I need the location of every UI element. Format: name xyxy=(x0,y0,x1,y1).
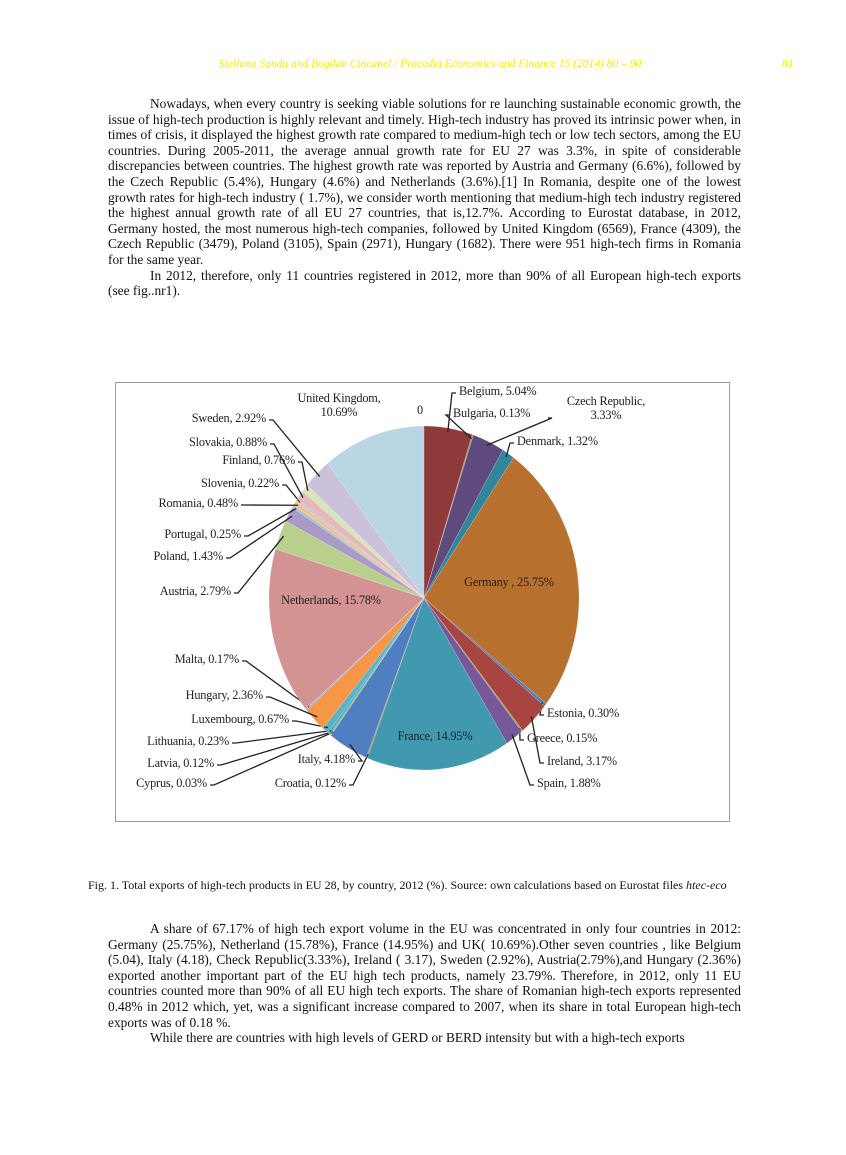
paragraph: In 2012, therefore, only 11 countries registered in 2012, more than 90% of all European high-tech exports (see fig..nr1). xyxy=(108,267,741,299)
data-label-finland: Finland, 0.76% xyxy=(222,453,295,467)
data-label-latvia: Latvia, 0.12% xyxy=(147,756,214,770)
data-label-denmark: Denmark, 1.32% xyxy=(517,434,598,448)
data-label-greece: Greece, 0.15% xyxy=(527,731,598,745)
data-label-croatia: Croatia, 0.12% xyxy=(274,776,346,790)
figure-caption xyxy=(88,877,741,893)
paragraph: Nowadays, when every country is seeking viable solutions for re launching sustainable economic growth, the issue of high-tech production is highly relevant and timely. High-tech industry has proved its intrinsic power when, in times of crisis, it displayed the highest growth rate compared to medium-high tech or low tech sectors, among the EU countries. During 2005-2011, the average annual growth rate for EU 27 was 3.3%, in spite of considerable discrepancies between countries. The highest growth rate was reported by Austria and Germany (6.6%), followed by the Czech Republic (5.4%), Hungary (4.6%) and Netherlands (3.6%).[1] In Romania, despite one of the lowest growth rates for high-tech industry ( 1.7%), we consider worth mentioning that medium-high tech industry registered the highest annual growth rate of all EU 27 countries, that is,12.7%. According to Eurostat database, in 2012, Germany hosted, the most numerous high-tech companies, followed by United Kingdom (6569), France (4309), the Czech Republic (3479), Poland (3105), Spain (2971), Hungary (1682). There were 951 high-tech firms in Romania for the same year. xyxy=(108,96,741,267)
data-label-czech-republic: Czech Republic, 3.33% xyxy=(566,394,646,422)
data-label-slovakia: Slovakia, 0.88% xyxy=(189,435,267,449)
data-label-portugal: Portugal, 0.25% xyxy=(164,527,241,541)
data-label-estonia: Estonia, 0.30% xyxy=(547,706,619,720)
start-label: 0 xyxy=(417,403,423,417)
page-number: 81 xyxy=(782,58,794,70)
data-label-italy: Italy, 4.18% xyxy=(297,752,355,766)
data-label-romania: Romania, 0.48% xyxy=(158,496,238,510)
data-label-netherlands: Netherlands, 15.78% xyxy=(281,593,381,607)
data-label-sweden: Sweden, 2.92% xyxy=(191,411,266,425)
body-text-top xyxy=(108,96,741,299)
caption-source-file: htec-eco xyxy=(686,878,727,892)
paragraph: While there are countries with high levels of GERD or BERD intensity but with a high-tech exports xyxy=(150,1030,685,1046)
data-label-slovenia: Slovenia, 0.22% xyxy=(201,476,279,490)
data-label-france: France, 14.95% xyxy=(397,729,473,743)
data-label-bulgaria: Bulgaria, 0.13% xyxy=(453,406,531,420)
data-label-poland: Poland, 1.43% xyxy=(153,549,223,563)
data-label-cyprus: Cyprus, 0.03% xyxy=(136,776,207,790)
data-label-ireland: Ireland, 3.17% xyxy=(547,754,617,768)
data-label-lithuania: Lithuania, 0.23% xyxy=(147,734,229,748)
running-title: Steliana Sandu and Bogdan Ciocanel / Procedia Economics and Finance 15 (2014) 80 – 90 xyxy=(218,58,642,70)
leader-line xyxy=(298,462,308,491)
data-label-hungary: Hungary, 2.36% xyxy=(185,688,263,702)
pie-chart xyxy=(115,382,730,822)
data-label-belgium: Belgium, 5.04% xyxy=(459,384,537,398)
data-label-malta: Malta, 0.17% xyxy=(174,652,239,666)
data-label-luxembourg: Luxembourg, 0.67% xyxy=(191,712,289,726)
data-label-spain: Spain, 1.88% xyxy=(537,776,601,790)
data-label-united-kingdom: United Kingdom, 10.69% xyxy=(297,391,381,419)
paragraph: A share of 67.17% of high tech export volume in the EU was concentrated in only four countries in 2012: Germany (25.75%), Netherland (15.78%), France (14.95%) and UK( 10.69%).Other seven countries , like Belgium (5.04), Italy (4.18), Check Republic(3.33%), Ireland ( 3.17), Sweden (2.92%), Austria(2.79%),and Hungary (2.36%) exported another important part of the EU high tech products, namely 23.79%. Therefore, in 2012, only 11 EU countries counted more than 90% of all EU high tech exports. The share of Romanian high-tech exports represented 0.48% in 2012 which, yet, was a significant increase compared to 2007, when its share in total European high-tech exports was of 0.18 %. xyxy=(108,921,741,1030)
caption-text: Fig. 1. Total exports of high-tech products in EU 28, by country, 2012 (%). Source: own calculations based on Eurostat files xyxy=(88,878,687,892)
body-text-bottom xyxy=(108,921,741,1046)
data-label-austria: Austria, 2.79% xyxy=(159,584,231,598)
data-label-germany: Germany , 25.75% xyxy=(464,575,554,589)
